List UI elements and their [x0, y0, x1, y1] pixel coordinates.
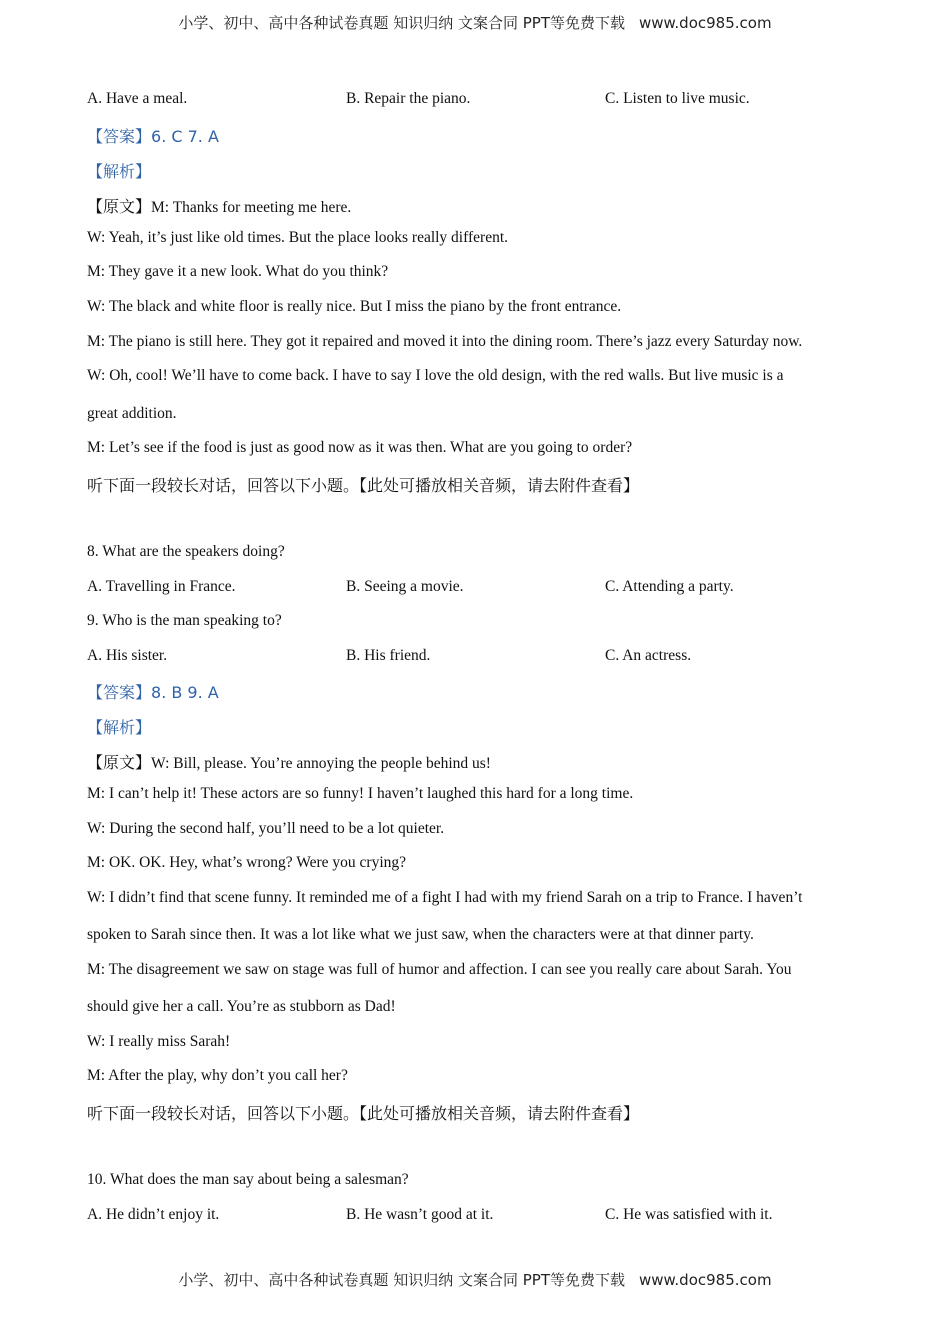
q9-question: 9. Who is the man speaking to?: [87, 612, 282, 629]
transcript-text: W: Bill, please. You’re annoying the people behind us!: [151, 755, 491, 772]
answer-text: 6. C 7. A: [151, 127, 219, 146]
transcript-line: [87, 750, 491, 773]
analysis-tag: 【解析】: [87, 718, 152, 737]
analysis-line-2: [87, 715, 151, 738]
transcript-line: should give her a call. You’re as stubborn as Dad!: [87, 998, 396, 1015]
q7-option-c: C. Listen to live music.: [605, 90, 750, 107]
q9-option-c: C. An actress.: [605, 647, 692, 664]
q7-option-b: B. Repair the piano.: [346, 90, 471, 107]
q10-question: 10. What does the man say about being a salesman?: [87, 1171, 409, 1188]
transcript-line: [87, 194, 351, 217]
footer-text: 小学、初中、高中各种试卷真题 知识归纳 文案合同 PPT等免费下载: [178, 1271, 625, 1289]
transcript-tag: 【原文】: [87, 197, 152, 216]
transcript-line: M: Let’s see if the food is just as good now as it was then. What are you going to order?: [87, 439, 633, 456]
answer-text: 8. B 9. A: [151, 683, 219, 702]
transcript-line: M: After the play, why don’t you call her?: [87, 1067, 348, 1084]
q9-option-b: B. His friend.: [346, 647, 431, 664]
transcript-line: great addition.: [87, 405, 177, 422]
transcript-line: M: OK. OK. Hey, what’s wrong? Were you crying?: [87, 854, 407, 871]
transcript-line: M: They gave it a new look. What do you think?: [87, 263, 389, 280]
header-site-link[interactable]: www.doc985.com: [638, 14, 772, 32]
page-header: [0, 12, 950, 33]
transcript-line: W: The black and white floor is really nice. But I miss the piano by the front entrance.: [87, 298, 622, 315]
page-footer: [0, 1269, 950, 1290]
analysis-line-1: [87, 159, 151, 182]
q8-option-b: B. Seeing a movie.: [346, 578, 464, 595]
answer-line-1: [87, 124, 219, 147]
answer-tag: 【答案】: [87, 683, 152, 702]
answer-tag: 【答案】: [87, 127, 152, 146]
q9-option-a: A. His sister.: [87, 647, 168, 664]
q8-question: 8. What are the speakers doing?: [87, 543, 285, 560]
transcript-line: M: The disagreement we saw on stage was full of humor and affection. I can see you really care about Sarah. You: [87, 961, 792, 978]
q7-option-a: A. Have a meal.: [87, 90, 188, 107]
transcript-line: W: I really miss Sarah!: [87, 1033, 231, 1050]
q8-option-a: A. Travelling in France.: [87, 578, 236, 595]
q10-option-c: C. He was satisfied with it.: [605, 1206, 773, 1223]
q10-option-b: B. He wasn’t good at it.: [346, 1206, 494, 1223]
transcript-line: M: I can’t help it! These actors are so funny! I haven’t laughed this hard for a long time.: [87, 785, 634, 802]
transcript-text: M: Thanks for meeting me here.: [151, 199, 352, 216]
listening-instruction: 听下面一段较长对话，回答以下小题。【此处可播放相关音频，请去附件查看】: [87, 476, 640, 495]
header-text: 小学、初中、高中各种试卷真题 知识归纳 文案合同 PPT等免费下载: [178, 14, 625, 32]
transcript-line: W: Oh, cool! We’ll have to come back. I have to say I love the old design, with the red walls. But live music is a: [87, 367, 784, 384]
q10-option-a: A. He didn’t enjoy it.: [87, 1206, 220, 1223]
transcript-line: W: Yeah, it’s just like old times. But the place looks really different.: [87, 229, 509, 246]
transcript-line: W: During the second half, you’ll need to be a lot quieter.: [87, 820, 445, 837]
transcript-line: spoken to Sarah since then. It was a lot like what we just saw, when the characters were at that dinner party.: [87, 926, 754, 943]
analysis-tag: 【解析】: [87, 162, 152, 181]
transcript-line: W: I didn’t find that scene funny. It reminded me of a fight I had with my friend Sarah on a trip to France. I haven’t: [87, 889, 803, 906]
transcript-tag: 【原文】: [87, 753, 152, 772]
listening-instruction: 听下面一段较长对话，回答以下小题。【此处可播放相关音频，请去附件查看】: [87, 1104, 640, 1123]
q8-option-c: C. Attending a party.: [605, 578, 734, 595]
answer-line-2: [87, 680, 219, 703]
footer-site-link[interactable]: www.doc985.com: [638, 1271, 772, 1289]
transcript-line: M: The piano is still here. They got it repaired and moved it into the dining room. There’s jazz every Saturday now.: [87, 333, 803, 350]
